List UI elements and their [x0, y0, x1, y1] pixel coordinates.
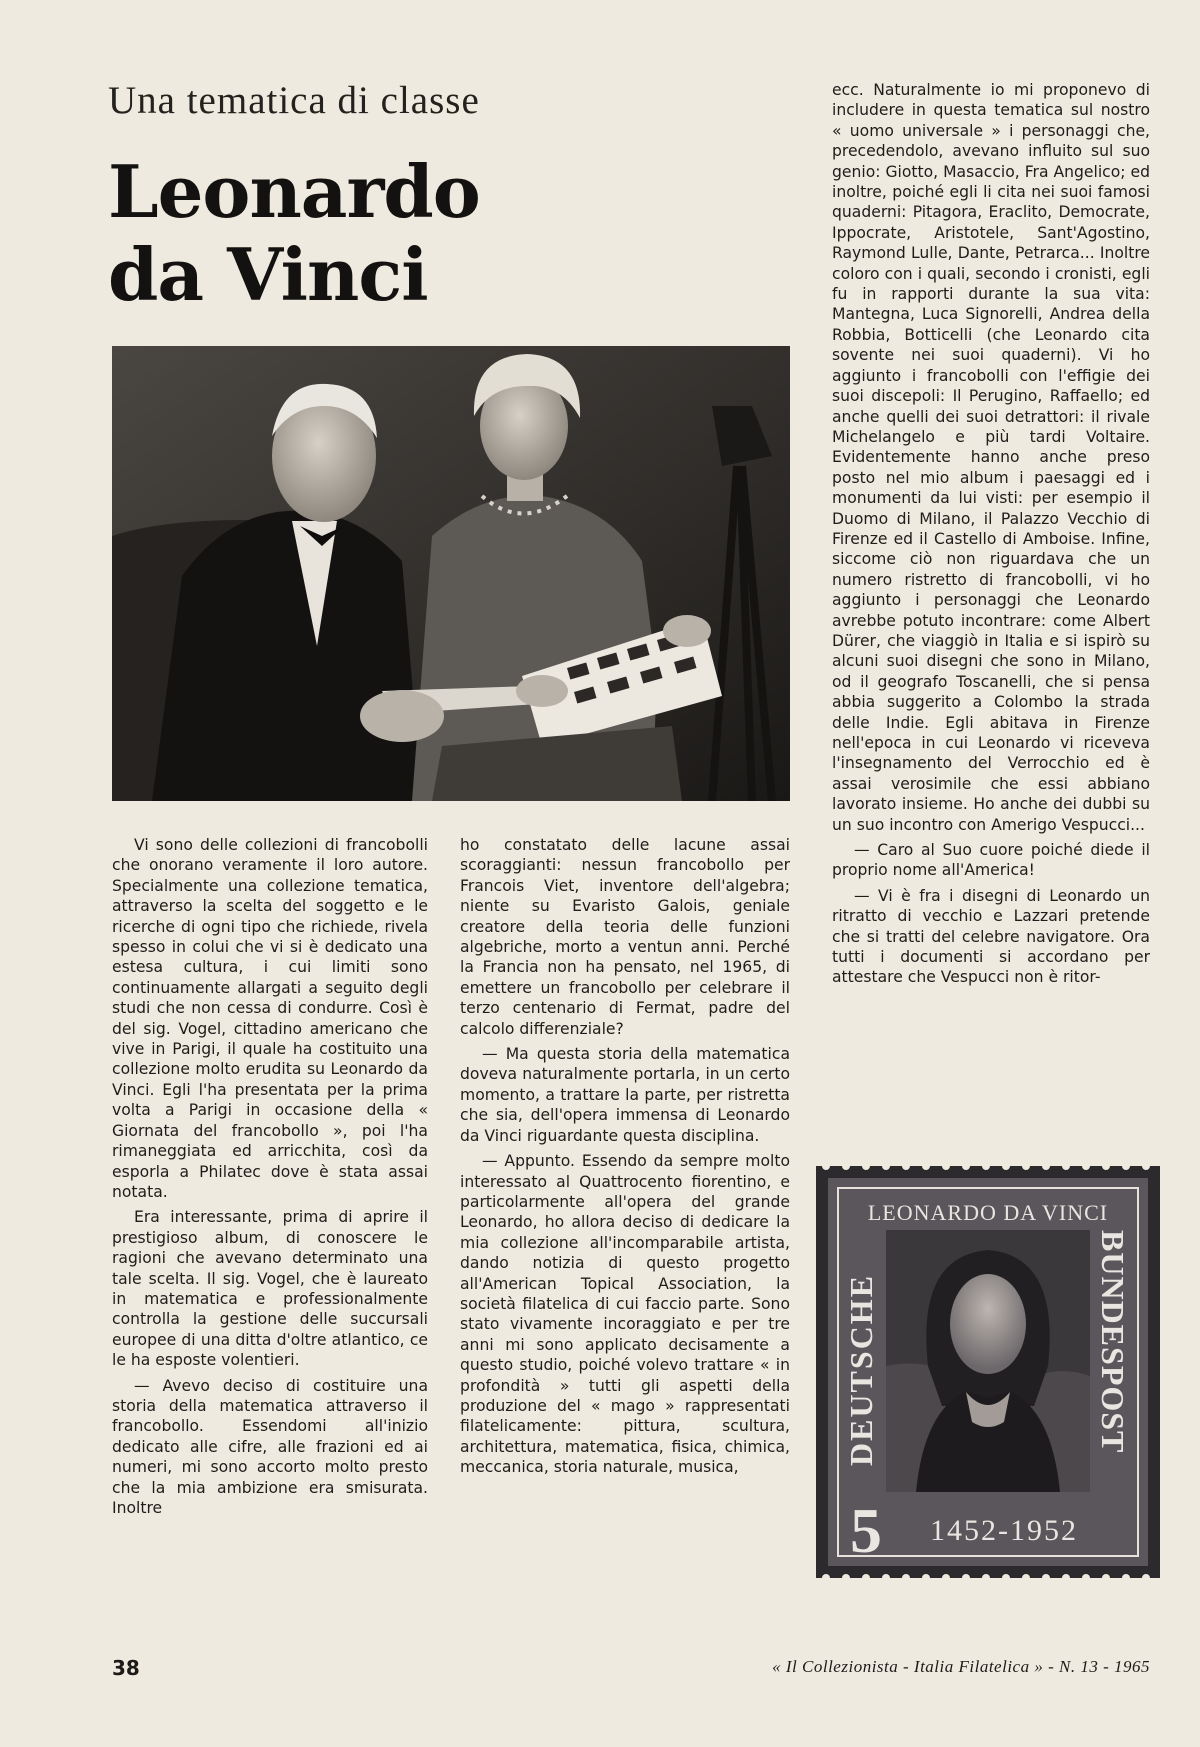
stamp-left-text: DEUTSCHE	[843, 1273, 879, 1466]
paragraph: — Ma questa storia della matematica doveva naturalmente portarla, in un certo momento, a trattare la parte, per ristretta che sia, dell'opera immensa di Leonardo da Vinci riguardante questa disciplina.	[460, 1045, 790, 1145]
article-title	[108, 150, 728, 316]
photo-illustration	[112, 346, 790, 801]
paragraph: — Caro al Suo cuore poiché diede il proprio nome all'America!	[832, 841, 1150, 880]
paragraph: Vi sono delle collezioni di francobolli che onorano veramente il loro autore. Specialmente una collezione tematica, attraverso la scelta del soggetto e le ricerche di ogni tipo che richiede, rivela spesso in colui che vi si è dedicato una estesa cultura, i cui limiti sono continuamente allargati a seguito degli studi che non cessa di condurre. Così è del sig. Vogel, cittadino americano che vive in Parigi, il quale ha costituito una collezione molto erudita su Leonardo da Vinci. Egli l'ha presentata per la prima volta a Parigi in occasione della « Giornata del francobollo », poi l'ha rimaneggiata ed arricchita, così da esporla a Philatec dove è stata assai notata.	[112, 836, 428, 1201]
paragraph: ecc. Naturalmente io mi proponevo di includere in questa tematica sul nostro « uomo universale » i personaggi che, precedendolo, avevano influito sul suo genio: Giotto, Masaccio, Fra Angelico; ed inoltre, poiché egli li cita nei suoi famosi quaderni: Pitagora, Eraclito, Democrate, Ippocrate, Aristotele, Sant'Agostino, Raymond Lulle, Dante, Petrarca... Inoltre coloro con i quali, secondo i cronisti, egli fu in rapporti durante la sua vita: Mantegna, Luca Signorelli, Andrea della Robbia, Botticelli (che Leonardo cita sovente nei suoi quaderni). Vi ho aggiunto i francobolli con l'effigie dei suoi discepoli: Il Perugino, Raffaello; ed anche quelli dei suoi detrattori: il rivale Michelangelo e più tardi Voltaire. Evidentemente hanno anche preso posto nel mio album i paesaggi ed i monumenti da lui visti: per esempio il Duomo di Milano, il Palazzo Vecchio di Firenze ed il Castello di Amboise. Infine, siccome ciò non riguardava che un numero ristretto di francobolli, vi ho aggiunto i personaggi che Leonardo avrebbe potuto incontrare: come Albert Dürer, che viaggiò in Italia e si ispirò su alcuni suoi disegni che sono in Milano, od il geografo Toscanelli, che si pensa abbia suggerito a Colombo la strada delle Indie. Egli abitava in Firenze nell'epoca in cui Leonardo vi riceveva l'insegnamento del Verrocchio ed è assai verosimile che essi abbiano lavorato insieme. Ho anche dei dubbi su un suo incontro con Amerigo Vespucci...	[832, 81, 1150, 834]
paragraph: ho constatato delle lacune assai scoraggianti: nessun francobollo per Francois Viet, inventore dell'algebra; niente su Evaristo Galois, geniale creatore della teoria delle funzioni algebriche, morto a ventun anni. Perché la Francia non ha pensato, nel 1965, di emettere un francobollo per celebrare il terzo centenario di Fermat, padre del calcolo differenziale?	[460, 836, 790, 1038]
article-kicker: Una tematica di classe	[108, 79, 480, 122]
paragraph: — Vi è fra i disegni di Leonardo un ritratto di vecchio e Lazzari pretende che si tratti del celebre navigatore. Ora tutti i documenti si accordano per attestare che Vespucci non è ritor-	[832, 886, 1150, 987]
paragraph: — Avevo deciso di costituire una storia della matematica attraverso il francobollo. Essendomi all'inizio dedicato alle cifre, alle frazioni ed ai numeri, mi sono accorto molto presto che la mia ambizione era smisurata. Inoltre	[112, 1376, 428, 1517]
publication-footer: « Il Collezionista - Italia Filatelica » - N. 13 - 1965	[772, 1657, 1150, 1676]
article-column-1	[112, 835, 428, 1591]
title-line-2: da Vinci	[108, 232, 428, 317]
stamp-top-text: LEONARDO DA VINCI	[867, 1200, 1109, 1225]
page-number: 38	[112, 1656, 140, 1680]
stamp-right-text: BUNDESPOST	[1095, 1230, 1131, 1454]
article-column-2	[460, 835, 790, 1587]
article-photo	[112, 346, 790, 801]
paragraph: Era interessante, prima di aprire il prestigioso album, di conoscere le ragioni che avevano determinato una tale scelta. Il sig. Vogel, che è laureato in matematica e professionalmente controlla la gestione delle succursali europee di una ditta d'oltre atlantico, ce le ha esposte volentieri.	[112, 1208, 428, 1370]
postage-stamp-image	[816, 1166, 1160, 1578]
stamp-value: 5	[850, 1495, 882, 1566]
title-line-1: Leonardo	[108, 149, 480, 234]
stamp-years: 1452-1952	[930, 1514, 1078, 1547]
paragraph: — Appunto. Essendo da sempre molto interessato al Quattrocento fiorentino, e particolarmente all'opera del grande Leonardo, ho allora deciso di dedicare la mia collezione all'incomparabile artista, dando notizia di questo progetto all'American Topical Association, la società filatelica di cui faccio parte. Sono stato vivamente incoraggiato e per tre anni mi sono applicato decisamente a questo studio, poiché volevo trattare « in profondità » tutti gli aspetti della produzione del « mago » rappresentati filatelicamente: pittura, scultura, architettura, matematica, fisica, chimica, meccanica, storia naturale, musica,	[460, 1152, 790, 1477]
stamp-illustration	[816, 1166, 1160, 1578]
article-column-3	[832, 80, 1150, 1150]
